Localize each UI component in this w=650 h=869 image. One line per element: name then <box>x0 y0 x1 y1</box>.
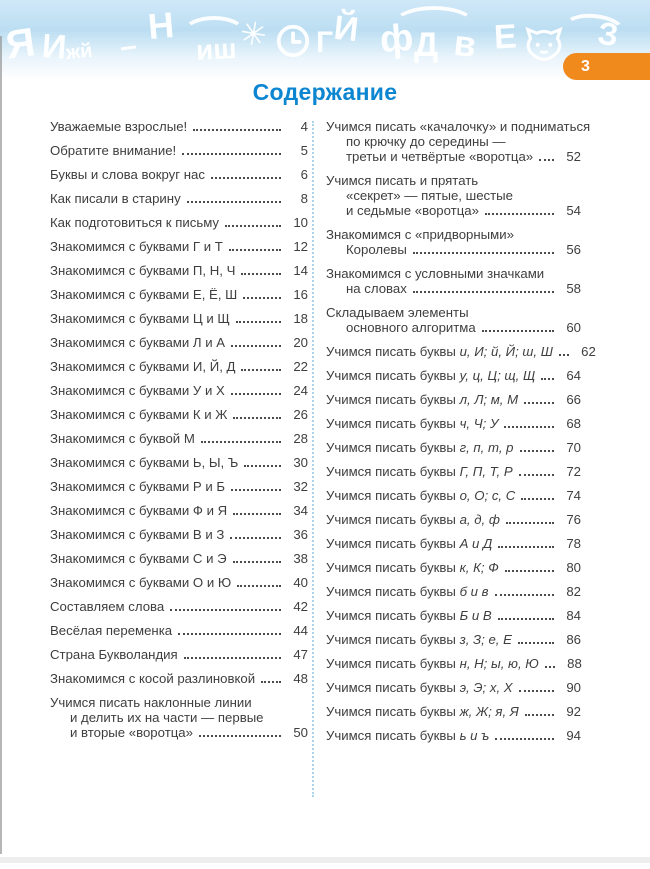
toc-entry-letters: у, ц, Ц; щ, Щ <box>459 368 536 383</box>
toc-entry-page: 40 <box>293 575 308 590</box>
toc-entry-page: 84 <box>566 608 581 623</box>
toc-entry <box>50 335 308 350</box>
toc-entry-text: Знакомимся с буквами И, Й, Д <box>50 359 236 374</box>
toc-entry-text-prefix: Учимся писать буквы <box>326 560 460 575</box>
toc-entry-page: 78 <box>566 536 581 551</box>
dot-leader <box>519 474 554 476</box>
toc-entry-letters: Б и В <box>459 608 492 623</box>
header-band <box>0 0 650 80</box>
doodle-letter: иш <box>195 32 238 67</box>
toc-entry-page: 14 <box>293 263 308 278</box>
toc-entry-text <box>326 704 519 719</box>
toc-entry-text: на словах <box>346 281 407 296</box>
toc-entry <box>50 215 308 230</box>
dot-leader <box>413 291 554 293</box>
dot-leader <box>170 609 281 611</box>
toc-entry-text: Знакомимся с буквами П, Н, Ч <box>50 263 236 278</box>
toc-entry-page: 72 <box>566 464 581 479</box>
column-divider <box>312 121 314 797</box>
dot-leader <box>518 642 554 644</box>
toc-entry-text: Королевы <box>346 242 407 257</box>
dot-leader <box>495 594 554 596</box>
toc-entry-text-prefix: Учимся писать буквы <box>326 680 460 695</box>
page-edge-line <box>0 36 2 854</box>
dot-leader <box>505 570 554 572</box>
toc-entry-letters: ч, Ч; У <box>459 416 499 431</box>
toc-entry-text <box>326 368 535 383</box>
dot-leader <box>193 129 281 131</box>
toc-entry-page: 74 <box>566 488 581 503</box>
doodle-letter: Е <box>493 17 518 57</box>
toc-entry <box>326 368 581 383</box>
toc-entry-page: 34 <box>293 503 308 518</box>
dot-leader <box>519 690 554 692</box>
toc-entry-text: третьи и четвёртые «воротца» <box>346 149 534 164</box>
dot-leader <box>201 441 281 443</box>
toc-column-right <box>326 119 596 752</box>
toc-entry <box>50 455 308 470</box>
page-number: 3 <box>581 57 590 75</box>
dot-leader <box>541 378 554 380</box>
toc-entry-page: 62 <box>581 344 596 359</box>
dot-leader <box>237 585 281 587</box>
toc-entry-text-prefix: Учимся писать буквы <box>326 584 460 599</box>
toc-entry <box>326 680 581 695</box>
table-of-contents <box>50 119 596 797</box>
toc-entry <box>326 536 581 551</box>
toc-entry-letters: г, п, т, р <box>459 440 514 455</box>
dot-leader <box>261 681 281 683</box>
toc-entry-page: 5 <box>300 143 308 158</box>
dot-leader <box>524 402 554 404</box>
arc-doodle <box>182 16 246 50</box>
toc-entry-text-prefix: Учимся писать буквы <box>326 512 460 527</box>
toc-entry-text: Весёлая переменка <box>50 623 173 638</box>
toc-entry-text-prefix: Учимся писать буквы <box>326 392 460 407</box>
toc-entry <box>326 392 581 407</box>
toc-entry <box>50 287 308 302</box>
toc-entry-page: 54 <box>566 203 581 218</box>
toc-entry <box>50 695 308 740</box>
toc-entry-text: и седьмые «воротца» <box>346 203 479 218</box>
dot-leader <box>506 522 554 524</box>
dot-leader <box>178 633 281 635</box>
dot-leader <box>182 153 281 155</box>
toc-entry-text: и делить их на части — первые <box>70 710 264 725</box>
toc-entry-text: Знакомимся с буквами К и Ж <box>50 407 228 422</box>
dot-leader <box>233 417 281 419</box>
toc-entry-page: 22 <box>293 359 308 374</box>
toc-entry <box>326 584 581 599</box>
toc-entry <box>326 728 581 743</box>
toc-entry-text: Складываем элементы <box>326 305 469 320</box>
toc-entry-page: 32 <box>293 479 308 494</box>
toc-entry-text: Уважаемые взрослые! <box>50 119 188 134</box>
toc-entry <box>50 359 308 374</box>
toc-entry-page: 82 <box>566 584 581 599</box>
dot-leader <box>225 225 281 227</box>
dot-leader <box>184 657 281 659</box>
toc-entry <box>326 440 581 455</box>
toc-entry-text <box>326 416 498 431</box>
toc-entry-page: 42 <box>293 599 308 614</box>
toc-entry-page: 52 <box>566 149 581 164</box>
toc-entry-letters: ж, Ж; я, Я <box>459 704 519 719</box>
toc-entry-page: 60 <box>566 320 581 335</box>
toc-entry-text-prefix: Учимся писать буквы <box>326 416 460 431</box>
toc-entry-text: Как подготовиться к письму <box>50 215 220 230</box>
toc-entry-text <box>326 584 489 599</box>
toc-entry-text: основного алгоритма <box>346 320 476 335</box>
dot-leader <box>485 213 554 215</box>
toc-entry-page: 64 <box>566 368 581 383</box>
toc-entry-letters: о, О; с, С <box>459 488 516 503</box>
toc-entry <box>50 671 308 686</box>
toc-entry-letters: а, д, ф <box>459 512 500 527</box>
doodle-letter: – <box>117 29 139 65</box>
toc-entry-text: Знакомимся с «придворными» <box>326 227 514 242</box>
toc-entry-text <box>326 728 489 743</box>
toc-entry <box>50 407 308 422</box>
page-bottom-edge <box>0 857 650 863</box>
toc-entry-text: Страна Букволандия <box>50 647 178 662</box>
toc-entry <box>326 488 581 503</box>
dot-leader <box>539 159 554 161</box>
toc-entry-page: 20 <box>293 335 308 350</box>
toc-entry-text: Знакомимся с буквами Ь, Ы, Ъ <box>50 455 239 470</box>
toc-entry <box>50 647 308 662</box>
dot-leader <box>559 354 569 356</box>
doodle-letter: в <box>451 21 479 66</box>
toc-entry-page: 48 <box>293 671 308 686</box>
dot-leader <box>498 546 554 548</box>
toc-entry <box>50 575 308 590</box>
toc-entry-text <box>326 536 492 551</box>
dot-leader <box>413 252 554 254</box>
toc-entry <box>50 383 308 398</box>
toc-entry-page: 8 <box>300 191 308 206</box>
toc-entry <box>50 551 308 566</box>
toc-entry-page: 58 <box>566 281 581 296</box>
dot-leader <box>504 426 554 428</box>
toc-entry <box>50 599 308 614</box>
toc-entry-page: 94 <box>566 728 581 743</box>
toc-entry <box>326 608 581 623</box>
dot-leader <box>525 714 554 716</box>
toc-entry-text-prefix: Учимся писать буквы <box>326 632 460 647</box>
doodle-letter: Д <box>414 26 439 64</box>
toc-entry-text-prefix: Учимся писать буквы <box>326 704 460 719</box>
toc-entry <box>50 431 308 446</box>
toc-entry <box>50 143 308 158</box>
toc-entry-text: Знакомимся с буквами Е, Ё, Ш <box>50 287 238 302</box>
clock-doodle-icon <box>274 22 312 60</box>
toc-entry-text <box>326 344 553 359</box>
dot-leader <box>236 321 281 323</box>
toc-entry-page: 10 <box>293 215 308 230</box>
toc-entry-letters: и, И; й, Й; ш, Ш <box>459 344 553 359</box>
toc-entry <box>50 167 308 182</box>
toc-entry-text: Обратите внимание! <box>50 143 177 158</box>
toc-entry <box>50 311 308 326</box>
toc-entry <box>326 512 581 527</box>
toc-entry-text: «секрет» — пятые, шестые <box>346 188 513 203</box>
dot-leader <box>231 393 281 395</box>
toc-entry-letters: б и в <box>459 584 489 599</box>
toc-entry <box>326 704 581 719</box>
toc-entry-page: 16 <box>293 287 308 302</box>
dot-leader <box>241 273 281 275</box>
dot-leader <box>521 498 554 500</box>
toc-entry-page: 86 <box>566 632 581 647</box>
toc-entry-text: Знакомимся с буквами В и З <box>50 527 225 542</box>
toc-entry <box>326 560 581 575</box>
toc-entry-text <box>326 560 499 575</box>
toc-entry-text <box>326 608 492 623</box>
dot-leader <box>231 489 281 491</box>
toc-entry-page: 6 <box>300 167 308 182</box>
toc-entry-text <box>326 464 513 479</box>
toc-entry-page: 36 <box>293 527 308 542</box>
toc-entry-letters: ь и ъ <box>459 728 490 743</box>
toc-entry <box>326 119 591 164</box>
toc-entry <box>50 479 308 494</box>
dot-leader <box>211 177 281 179</box>
toc-entry <box>50 119 308 134</box>
toc-entry-text: и вторые «воротца» <box>70 725 193 740</box>
toc-entry-page: 70 <box>566 440 581 455</box>
toc-entry-text-prefix: Учимся писать буквы <box>326 608 460 623</box>
doodle-letter: ✳ <box>237 13 270 55</box>
cat-doodle-icon <box>524 26 564 62</box>
doodle-letter: И <box>40 27 68 67</box>
toc-entry <box>326 656 581 671</box>
toc-entry-text: Учимся писать и прятать <box>326 173 479 188</box>
toc-entry-text: Знакомимся с буквами Л и А <box>50 335 226 350</box>
toc-entry-text: Знакомимся с буквой М <box>50 431 195 446</box>
dot-leader <box>233 561 281 563</box>
dot-leader <box>545 666 555 668</box>
toc-entry-text: Учимся писать «качалочку» и подниматься <box>326 119 591 134</box>
toc-entry-text: Как писали в старину <box>50 191 181 206</box>
page-number-badge <box>563 53 650 80</box>
toc-entry-letters: з, З; е, Е <box>459 632 512 647</box>
toc-entry-page: 24 <box>293 383 308 398</box>
toc-entry-text: Знакомимся с буквами У и Х <box>50 383 225 398</box>
toc-entry-text <box>326 440 514 455</box>
dot-leader <box>199 735 281 737</box>
toc-entry-text: Составляем слова <box>50 599 165 614</box>
toc-entry <box>50 191 308 206</box>
page-title: Содержание <box>252 79 398 105</box>
toc-entry <box>326 632 581 647</box>
toc-entry-text <box>326 656 539 671</box>
toc-entry-text: по крючку до середины — <box>346 134 506 149</box>
toc-entry-text: Знакомимся с условными значками <box>326 266 545 281</box>
dot-leader <box>520 450 555 452</box>
toc-entry-letters: А и Д <box>459 536 493 551</box>
toc-entry-text <box>326 632 512 647</box>
toc-entry-page: 88 <box>567 656 582 671</box>
toc-entry-text <box>326 392 518 407</box>
dot-leader <box>187 201 281 203</box>
doodle-letter: ф <box>378 16 415 62</box>
toc-entry-text <box>326 680 513 695</box>
doodle-letter: Й <box>332 8 361 50</box>
toc-entry-page: 50 <box>293 725 308 740</box>
toc-entry-page: 44 <box>293 623 308 638</box>
toc-entry-text <box>326 512 500 527</box>
toc-entry-text-prefix: Учимся писать буквы <box>326 728 460 743</box>
doodle-letter: Г <box>316 26 334 59</box>
toc-entry-page: 4 <box>300 119 308 134</box>
toc-entry-text: Учимся писать наклонные линии <box>50 695 252 710</box>
toc-entry-page: 66 <box>566 392 581 407</box>
toc-entry <box>50 527 308 542</box>
toc-entry-page: 38 <box>293 551 308 566</box>
toc-entry-page: 47 <box>293 647 308 662</box>
toc-entry-text: Буквы и слова вокруг нас <box>50 167 205 182</box>
toc-entry-text: Знакомимся с косой разлиновкой <box>50 671 256 686</box>
toc-entry-text-prefix: Учимся писать буквы <box>326 656 460 671</box>
toc-entry-text-prefix: Учимся писать буквы <box>326 536 460 551</box>
toc-entry <box>326 173 581 218</box>
toc-entry-text-prefix: Учимся писать буквы <box>326 368 460 383</box>
toc-entry-letters: э, Э; х, Х <box>459 680 513 695</box>
toc-entry <box>326 416 581 431</box>
toc-entry-page: 28 <box>293 431 308 446</box>
toc-entry-text-prefix: Учимся писать буквы <box>326 440 460 455</box>
toc-entry-page: 56 <box>566 242 581 257</box>
dot-leader <box>233 513 281 515</box>
toc-entry <box>50 263 308 278</box>
toc-entry-page: 76 <box>566 512 581 527</box>
doodle-letter: Я <box>3 20 38 68</box>
dot-leader <box>495 738 554 740</box>
toc-entry-page: 18 <box>293 311 308 326</box>
toc-entry-page: 26 <box>293 407 308 422</box>
toc-entry-letters: л, Л; м, М <box>459 392 519 407</box>
toc-column-left <box>50 119 308 749</box>
doodle-letter: Н <box>146 3 176 48</box>
dot-leader <box>498 618 554 620</box>
toc-entry <box>326 305 581 335</box>
toc-entry <box>50 239 308 254</box>
toc-entry-text: Знакомимся с буквами Ф и Я <box>50 503 228 518</box>
toc-entry-text: Знакомимся с буквами Р и Б <box>50 479 226 494</box>
toc-entry <box>50 623 308 638</box>
toc-entry <box>326 344 596 359</box>
toc-entry <box>326 266 581 296</box>
toc-entry <box>326 464 581 479</box>
toc-entry <box>326 227 581 257</box>
dot-leader <box>241 369 281 371</box>
toc-entry-page: 68 <box>566 416 581 431</box>
toc-entry-text: Знакомимся с буквами Ц и Щ <box>50 311 230 326</box>
doodle-letter: З <box>595 14 621 54</box>
dot-leader <box>243 297 281 299</box>
toc-entry-page: 80 <box>566 560 581 575</box>
dot-leader <box>229 249 281 251</box>
toc-entry-page: 90 <box>566 680 581 695</box>
toc-entry-letters: Г, П, Т, Р <box>459 464 513 479</box>
toc-entry-page: 92 <box>566 704 581 719</box>
toc-entry-text-prefix: Учимся писать буквы <box>326 344 460 359</box>
doodle-letter: жй <box>64 39 94 65</box>
toc-entry-text-prefix: Учимся писать буквы <box>326 464 460 479</box>
toc-entry-text: Знакомимся с буквами О и Ю <box>50 575 232 590</box>
toc-entry <box>50 503 308 518</box>
toc-entry-text: Знакомимся с буквами Г и Т <box>50 239 223 254</box>
dot-leader <box>231 345 281 347</box>
toc-entry-text <box>326 488 515 503</box>
toc-entry-text: Знакомимся с буквами С и Э <box>50 551 227 566</box>
arc-doodle <box>392 6 476 44</box>
dot-leader <box>244 465 281 467</box>
toc-entry-page: 12 <box>293 239 308 254</box>
toc-entry-text-prefix: Учимся писать буквы <box>326 488 460 503</box>
dot-leader <box>482 330 554 332</box>
toc-entry-page: 30 <box>293 455 308 470</box>
dot-leader <box>230 537 281 539</box>
toc-entry-letters: н, Н; ы, ю, Ю <box>459 656 539 671</box>
toc-entry-letters: к, К; Ф <box>459 560 499 575</box>
